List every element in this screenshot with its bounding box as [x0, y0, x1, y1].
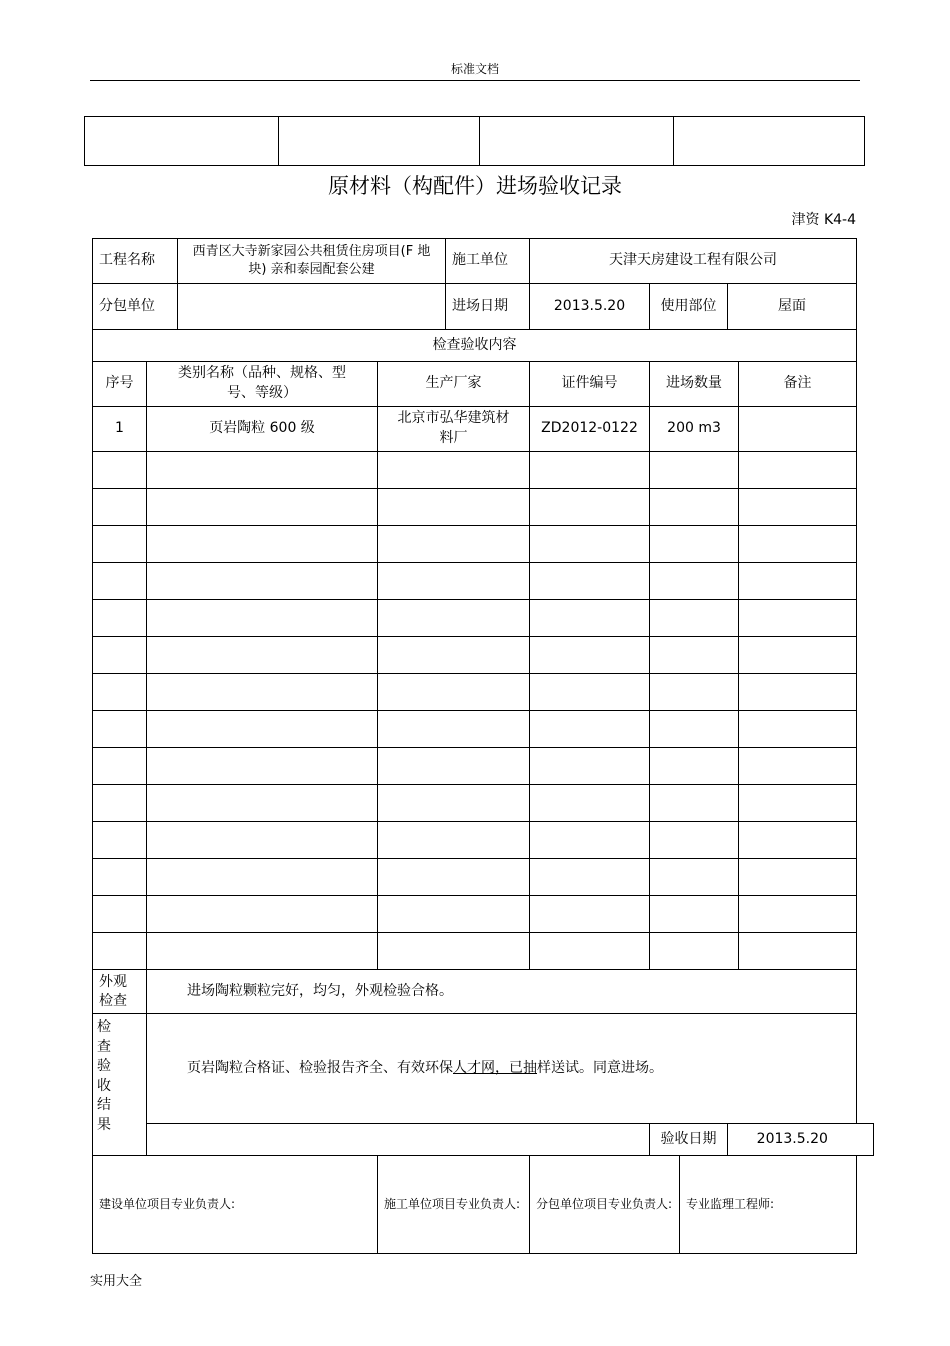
- contractor-value: 天津天房建设工程有限公司: [530, 239, 857, 284]
- project-name-value: 西青区大寺新家园公共租赁住房项目(F 地块) 亲和泰园配套公建: [178, 239, 446, 284]
- appearance-text: 进场陶粒颗粒完好，均匀，外观检验合格。: [147, 970, 857, 1014]
- blank-box: [279, 117, 480, 166]
- table-row: [93, 896, 874, 933]
- table-row: [93, 748, 874, 785]
- table-row: [93, 933, 874, 970]
- result-text: 页岩陶粒合格证、检验报告齐全、有效环保: [187, 1059, 453, 1076]
- entry-date-label: 进场日期: [446, 284, 530, 330]
- result-label: 检查验收结果: [97, 1019, 111, 1133]
- table-row: [93, 674, 874, 711]
- signature-subcontractor: 分包单位项目专业负责人:: [530, 1156, 680, 1254]
- result-text-cell: [147, 1014, 857, 1124]
- table-row: [93, 711, 874, 748]
- row-category: 页岩陶粒 600 级: [147, 407, 378, 452]
- result-label-cell: [93, 1014, 147, 1156]
- table-row: [93, 785, 874, 822]
- page-header: 标准文档: [450, 62, 499, 76]
- blank-box: [85, 117, 279, 166]
- entry-date-value: 2013.5.20: [530, 284, 650, 330]
- appearance-label: 外观检查: [93, 970, 147, 1014]
- signature-contractor: 施工单位项目专业负责人:: [378, 1156, 530, 1254]
- table-row: [93, 600, 874, 637]
- inspection-record-table: [92, 238, 874, 1254]
- row-quantity: 200 m3: [650, 407, 739, 452]
- result-text-end: 样送试。同意进场。: [537, 1059, 663, 1076]
- row-manufacturer: 北京市弘华建筑材料厂: [378, 407, 530, 452]
- acceptance-date-label: 验收日期: [650, 1124, 728, 1156]
- form-code: 津资 K4-4: [791, 212, 856, 228]
- acceptance-date-value: 2013.5.20: [728, 1124, 857, 1156]
- header-divider: [90, 80, 860, 81]
- inspection-section-title: 检查验收内容: [93, 330, 857, 362]
- row-seq: 1: [93, 407, 147, 452]
- blank-box: [674, 117, 865, 166]
- use-location-value: 屋面: [728, 284, 857, 330]
- header-seq: 序号: [93, 362, 147, 407]
- table-row: [93, 452, 874, 489]
- header-certificate-no: 证件编号: [530, 362, 650, 407]
- table-row: [93, 859, 874, 896]
- result-text-underlined: 人才网，已抽: [453, 1059, 537, 1076]
- subcontractor-value: [178, 284, 446, 330]
- table-row: [93, 822, 874, 859]
- table-row: [93, 563, 874, 600]
- contractor-label: 施工单位: [446, 239, 530, 284]
- top-blank-boxes: [84, 116, 865, 166]
- signature-supervisor: 专业监理工程师:: [680, 1156, 857, 1254]
- row-certificate-no: ZD2012-0122: [530, 407, 650, 452]
- document-title: 原材料（构配件）进场验收记录: [328, 174, 622, 198]
- header-manufacturer: 生产厂家: [378, 362, 530, 407]
- subcontractor-label: 分包单位: [93, 284, 178, 330]
- use-location-label: 使用部位: [650, 284, 728, 330]
- signature-owner: 建设单位项目专业负责人:: [93, 1156, 378, 1254]
- project-name-label: 工程名称: [93, 239, 178, 284]
- blank-box: [480, 117, 674, 166]
- header-category: 类别名称（品种、规格、型号、等级）: [147, 362, 378, 407]
- table-row: [93, 526, 874, 563]
- header-remarks: 备注: [739, 362, 857, 407]
- table-row: [93, 637, 874, 674]
- table-row: [93, 489, 874, 526]
- table-row: [93, 407, 874, 452]
- row-remarks: [739, 407, 857, 452]
- header-quantity: 进场数量: [650, 362, 739, 407]
- page-footer: 实用大全: [90, 1274, 143, 1289]
- result-blank: [147, 1124, 650, 1156]
